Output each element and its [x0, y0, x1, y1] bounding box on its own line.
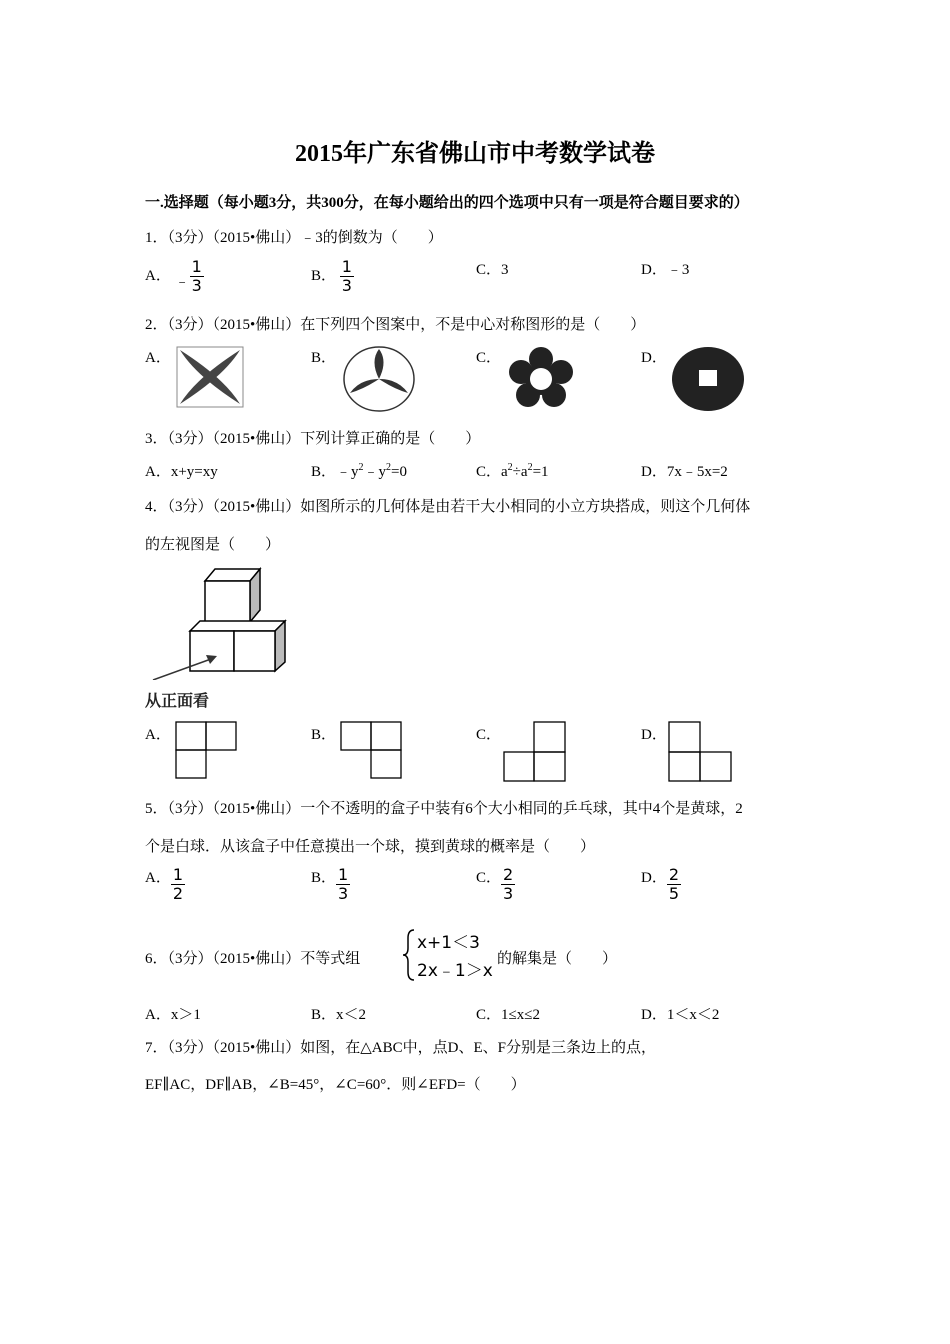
- view-direction-caption: 从正面看: [145, 693, 210, 710]
- view-option-d-icon: [668, 721, 734, 783]
- q2-option-b[interactable]: B．: [311, 350, 337, 366]
- view-option-b-icon: [340, 721, 404, 781]
- view-option-c-icon: [503, 721, 569, 783]
- question-5-line-1: 5．（3分）（2015•佛山）一个不透明的盒子中装有6个大小相同的乒乓球，其中4个是黄球，2: [145, 801, 743, 817]
- q5-option-a[interactable]: A． $\frac{1}{2}$: [145, 865, 184, 903]
- question-1: 1．（3分）（2015•佛山）﹣3的倒数为（ ）: [145, 230, 443, 246]
- question-6-stem: 6．（3分）（2015•佛山）不等式组: [145, 951, 361, 967]
- question-3: 3．（3分）（2015•佛山）下列计算正确的是（ ）: [145, 431, 481, 447]
- q1-option-b[interactable]: [311, 258, 354, 295]
- left-brace-icon: [401, 928, 417, 982]
- question-7-line-1: 7．（3分）（2015•佛山）如图，在△ABC中，点D、E、F分别是三条边上的点，: [145, 1040, 656, 1056]
- q2-option-a[interactable]: A．: [145, 350, 171, 366]
- cube-stack-figure-icon: [145, 565, 290, 680]
- q6-option-b[interactable]: B．x＜2: [311, 1007, 367, 1023]
- fraction: $\frac{1}{3}$: [341, 257, 352, 295]
- q6-option-a[interactable]: A．x＞1: [145, 1007, 201, 1023]
- question-6-tail: 的解集是（ ）: [497, 951, 618, 967]
- question-2: 2．（3分）（2015•佛山）在下列四个图案中，不是中心对称图形的是（ ）: [145, 317, 646, 333]
- x-leaf-pattern-icon: [176, 346, 244, 408]
- section-heading: 一.选择题（每小题3分，共300分，在每小题给出的四个选项中只有一项是符合题目要求的）: [145, 195, 749, 211]
- fraction: $\frac{1}{3}$: [191, 257, 202, 295]
- q3-option-b[interactable]: B．$﹣y^2﹣y^2=0$: [311, 462, 407, 480]
- question-7-line-2: EF∥AC，DF∥AB，∠B=45°，∠C=60°．则∠EFD=（ ）: [145, 1077, 526, 1093]
- minus-sign: ﹣: [174, 273, 190, 290]
- q4-option-b[interactable]: B．: [311, 727, 337, 743]
- q2-option-c[interactable]: C．: [476, 350, 502, 366]
- q3-option-d[interactable]: D．7x﹣5x=2: [641, 464, 728, 480]
- inequality-1: x+1＜3: [417, 933, 480, 953]
- fraction: $\frac{1}{3}$: [338, 865, 349, 903]
- q4-option-d[interactable]: D．: [641, 727, 667, 743]
- coin-square-hole-icon: [670, 346, 746, 412]
- q6-option-d[interactable]: D．1＜x＜2: [641, 1007, 720, 1023]
- q5-option-d[interactable]: D． $\frac{2}{5}$: [641, 865, 680, 903]
- q5-option-c[interactable]: C． $\frac{2}{3}$: [476, 865, 514, 903]
- question-4-line-2: 的左视图是（ ）: [145, 537, 281, 553]
- q5-option-b[interactable]: B． $\frac{1}{3}$: [311, 865, 349, 903]
- option-label: B．: [311, 267, 337, 284]
- view-option-a-icon: [175, 721, 239, 781]
- q3-option-c[interactable]: C．$a^2\div a^2=1$: [476, 462, 549, 480]
- q2-option-d[interactable]: D．: [641, 350, 667, 366]
- q1-option-d[interactable]: D．﹣3: [641, 262, 690, 278]
- inequality-2: 2x﹣1＞x: [417, 961, 493, 981]
- q6-option-c[interactable]: C．1≤x≤2: [476, 1007, 540, 1023]
- three-blade-circle-icon: [342, 345, 416, 413]
- fraction: $\frac{2}{3}$: [503, 865, 514, 903]
- fraction: $\frac{2}{5}$: [668, 865, 680, 903]
- question-5-line-2: 个是白球．从该盒子中任意摸出一个球，摸到黄球的概率是（ ）: [145, 839, 596, 855]
- q1-option-c[interactable]: C．3: [476, 262, 509, 278]
- page-title: 2015年广东省佛山市中考数学试卷: [295, 141, 655, 167]
- fraction: $\frac{1}{2}$: [172, 865, 184, 903]
- flower-pattern-icon: [506, 346, 576, 410]
- q4-option-a[interactable]: A．: [145, 727, 171, 743]
- q4-option-c[interactable]: C．: [476, 727, 502, 743]
- q1-option-a[interactable]: [145, 258, 204, 295]
- question-4-line-1: 4．（3分）（2015•佛山）如图所示的几何体是由若干大小相同的小立方块搭成，则这个几何体: [145, 499, 751, 515]
- option-label: A．: [145, 267, 171, 284]
- q3-option-a[interactable]: A．x+y=xy: [145, 464, 218, 480]
